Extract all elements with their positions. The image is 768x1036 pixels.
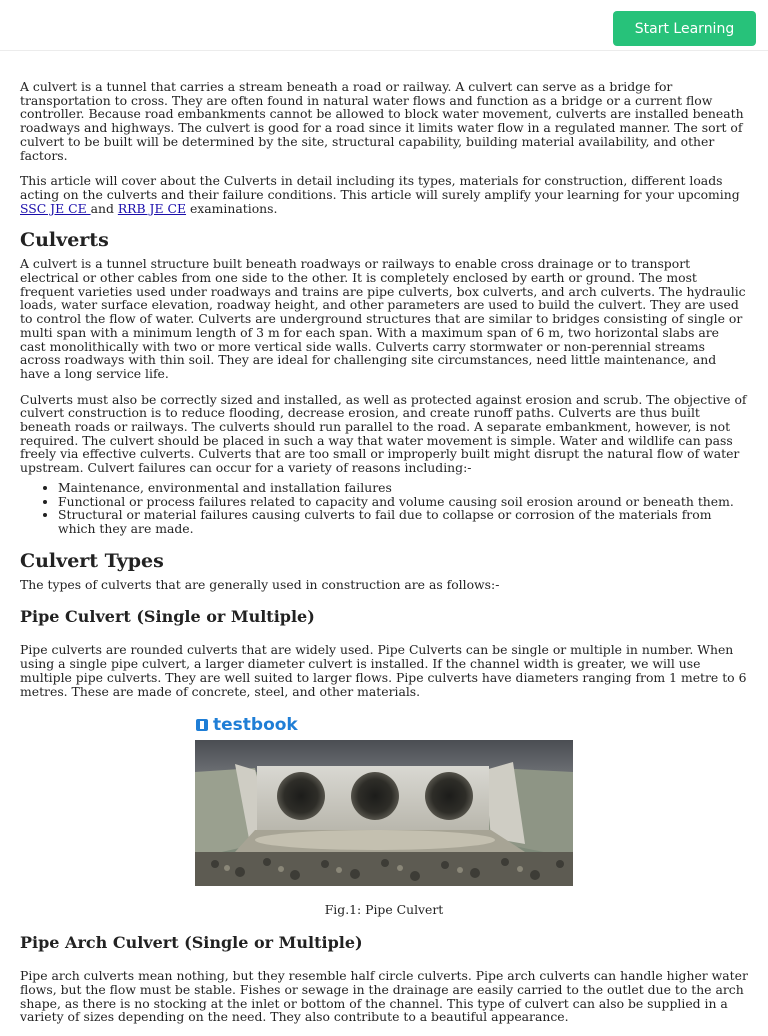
figure-caption: Fig.1: Pipe Culvert [324,902,444,918]
intro-text-2: and [90,200,118,216]
testbook-logo [195,712,573,738]
brand-name: testbook [213,715,298,736]
testbook-logo-icon [195,718,209,732]
intro-paragraph-2 [20,174,748,215]
start-learning-button[interactable]: Start Learning [613,11,756,46]
pipe-arch-paragraph: Pipe arch culverts mean nothing, but they resemble half circle culverts. Pipe arch culverts can handle higher water flows, but the flow must be stable. Fishes or sewage in the drainage are easily carried to the outlet due to the arch shape, as there is no stocking at the inlet or bottom of the channel. This type of culvert can also be supplied in a variety of sizes depending on the need. They also contribute to a beautiful appearance. [20,968,748,1025]
culvert-types-intro: The types of culverts that are generally used in construction are as follows:- [20,576,500,592]
rrb-je-ce-link[interactable]: RRB JE CE [117,200,187,216]
pipe-culvert-paragraph: Pipe culverts are rounded culverts that are widely used. Pipe Culverts can be single or multiple in number. When using a single pipe culvert, a larger diameter culvert is installed. If the channel width is greater, we will use multiple pipe culverts. They are well suited to larger flows. Pipe culverts have diameters ranging from 1 metre to 6 metres. These are made of concrete, steel, and other materials. [20,642,747,699]
pipe-arch-culvert-heading: Pipe Arch Culvert (Single or Multiple) [20,933,363,953]
culverts-heading: Culverts [20,229,109,252]
pipe-culvert-photo [195,740,573,886]
list-item: • Maintenance, environmental and installation failures [58,481,748,495]
article-body [20,80,748,1036]
culvert-types-heading: Culvert Types [20,549,164,572]
culverts-paragraph-1: A culvert is a tunnel structure built beneath roadways or railways to enable cross drainage or to transport electrical or other cables from one side to the other. It is completely enclosed by earth or ground. The most frequent varieties used under roadways and trains are pipe culverts, box culverts, and arch culverts. The hydraulic loads, water surface elevation, roadway height, and other parameters are used to build the culvert. They are used to control the flow of water. Culverts are underground structures that are similar to bridges consisting of single or multi span with a minimum length of 3 m for each span. With a maximum span of 6 m, two horizontal slabs are cast monolithically with two or more vertical side walls. Culverts carry stormwater or non-perennial streams across roadways with thin soil. They are ideal for challenging site circumstances, need little maintenance, and have a long service life. [20,256,746,381]
list-item: • Structural or material failures causing culverts to fail due to collapse or corrosion of the materials from which they are made. [58,508,748,535]
culverts-paragraph-2: Culverts must also be correctly sized and installed, as well as protected against erosion and scrub. The objective of culvert construction is to reduce flooding, decrease erosion, and create runoff paths. Culverts are thus built beneath roads or railways. The culverts should run parallel to the road. A separate embankment, however, is not required. The culvert should be placed in such a way that water movement is simple. Water and wildlife can pass freely via effective culverts. Culverts that are too small or improperly built might disrupt the natural flow of water upstream. Culvert failures can occur for a variety of reasons including:- [20,391,747,476]
failure-list [20,481,748,536]
ssc-je-ce-link[interactable]: SSC JE CE [20,200,91,216]
top-bar [0,0,768,51]
pipe-culvert-figure [20,712,748,917]
list-item: • Functional or process failures related to capacity and volume causing soil erosion around or beneath them. [58,495,748,509]
intro-text-1: This article will cover about the Culverts in detail including its types, materials for construction, different loads acting on the culverts and their failure conditions. This article will surely amplify your learning for your upcoming [20,173,740,202]
intro-paragraph: A culvert is a tunnel that carries a stream beneath a road or railway. A culvert can serve as a bridge for transportation to cross. They are often found in natural water flows and function as a bridge or a current flow controller. Because road embankments cannot be allowed to block water movement, culverts are installed beneath roadways and highways. The culvert is good for a road since it limits water flow in a regulated manner. The sort of culvert to be built will be determined by the site, structural capability, building material availability, and other factors. [20,79,744,163]
intro-text-3: examinations. [186,200,278,216]
pipe-culvert-heading: Pipe Culvert (Single or Multiple) [20,607,315,627]
